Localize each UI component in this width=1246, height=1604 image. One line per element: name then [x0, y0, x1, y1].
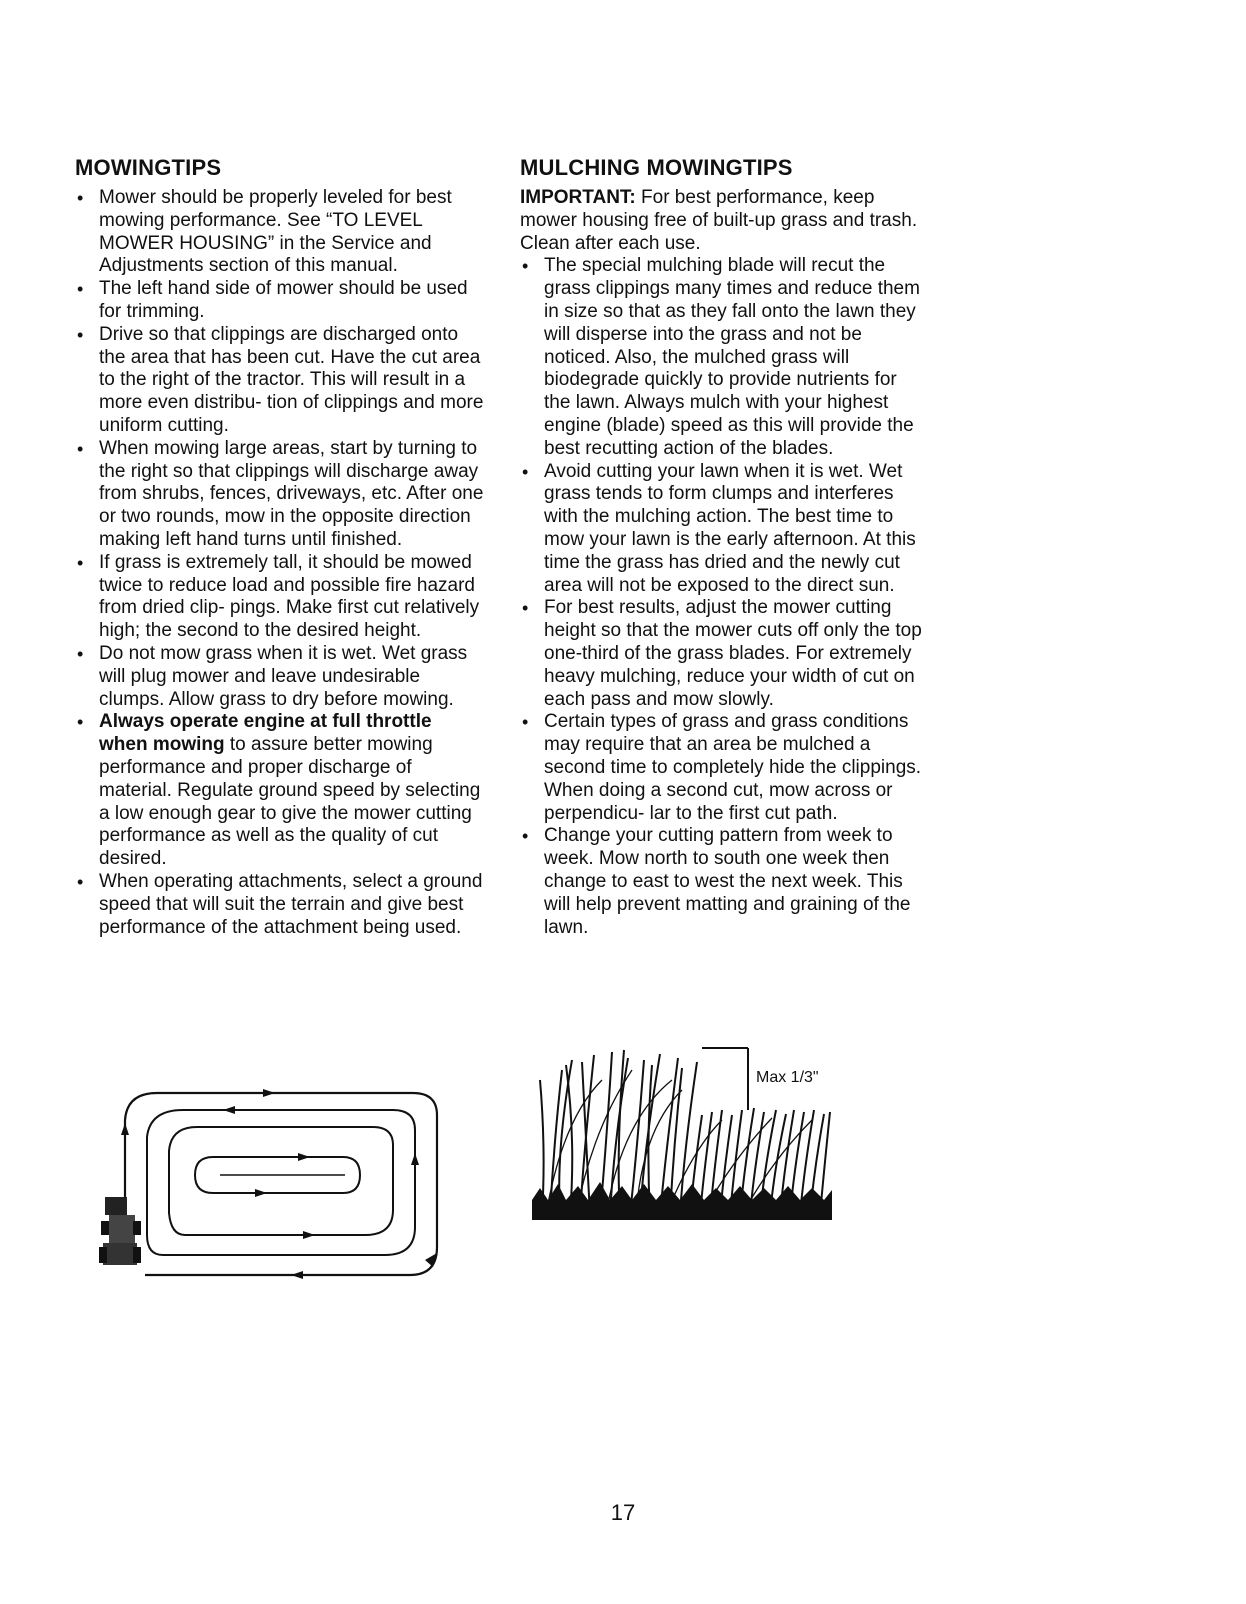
grass-height-diagram: [532, 1040, 842, 1220]
tractor-icon: [99, 1197, 141, 1265]
important-note: [520, 187, 925, 255]
list-item: • Change your cutting pattern from week to week. Mow north to south one week then change to east to west the next week. This will help prevent matting and graining of the lawn.: [520, 825, 925, 939]
mulching-tips-column: [520, 155, 925, 939]
list-item: • Avoid cutting your lawn when it is wet. Wet grass tends to form clumps and interferes with the mulching action. The best time to mow your lawn is the early afternoon. At this time the grass has dried and the newly cut area will not be exposed to the direct sun.: [520, 461, 925, 598]
throttle-bold-text: Always operate engine at full throttle when mowing: [99, 711, 432, 756]
mowing-tips-heading: MOWINGTIPS: [75, 155, 222, 180]
mulching-tips-heading: MULCHING MOWINGTIPS: [520, 155, 793, 180]
list-item: • For best results, adjust the mower cutting height so that the mower cuts off only the top one-third of the grass blades. For extremely heavy mulching, reduce your width of cut on each pass and mow slowly.: [520, 597, 925, 711]
important-text: For best performance, keep mower housing free of built-up grass and trash. Clean after each use.: [520, 187, 918, 254]
list-item: • Mower should be properly leveled for best mowing performance. See “TO LEVEL MOWER HOUSING” in the Service and Adjustments section of this manual.: [75, 187, 485, 278]
max-one-third-label: Max 1/3": [756, 1069, 819, 1086]
list-item: • When mowing large areas, start by turning to the right so that clippings will discharge away from shrubs, fences, driveways, etc. After one or two rounds, mow in the opposite direction making left hand turns until finished.: [75, 438, 485, 552]
list-item: • Do not mow grass when it is wet. Wet grass will plug mower and leave undesirable clumps. Allow grass to dry before mowing.: [75, 643, 485, 711]
page-number: 17: [610, 1500, 636, 1525]
important-label: IMPORTANT:: [520, 187, 636, 208]
list-item: • Certain types of grass and grass conditions may require that an area be mulched a second time to completely hide the clippings. When doing a second cut, mow across or perpendicu- lar to the first cut path.: [520, 711, 925, 825]
list-item-throttle: [75, 711, 485, 871]
list-item: • The left hand side of mower should be used for trimming.: [75, 278, 485, 324]
list-item: • The special mulching blade will recut the grass clippings many times and reduce them in size so that as they fall onto the lawn they will disperse into the grass and not be noticed. Also, the mulched grass will biodegrade quickly to provide nutrients for the lawn. Always mulch with your highest engine (blade) speed as this will provide the best recutting action of the blades.: [520, 255, 925, 460]
mowing-tips-list: [75, 187, 485, 939]
list-item: • If grass is extremely tall, it should be mowed twice to reduce load and possible fire hazard from dried clip- pings. Make first cut relatively high; the second to the desired height.: [75, 552, 485, 643]
mowing-tips-column: [75, 155, 485, 939]
list-item: • When operating attachments, select a ground speed that will suit the terrain and give best performance of the attachment being used.: [75, 871, 485, 939]
mowing-pattern-diagram: [95, 1085, 455, 1290]
list-item: • Drive so that clippings are discharged onto the area that has been cut. Have the cut area to the right of the tractor. This will result in a more even distribu- tion of clippings and more uniform cutting.: [75, 324, 485, 438]
throttle-text: to assure better mowing performance and proper discharge of material. Regulate ground speed by selecting a low enough gear to give the mower cutting performance as well as the quality of cut desired.: [99, 734, 481, 870]
mulching-tips-list: [520, 255, 925, 939]
